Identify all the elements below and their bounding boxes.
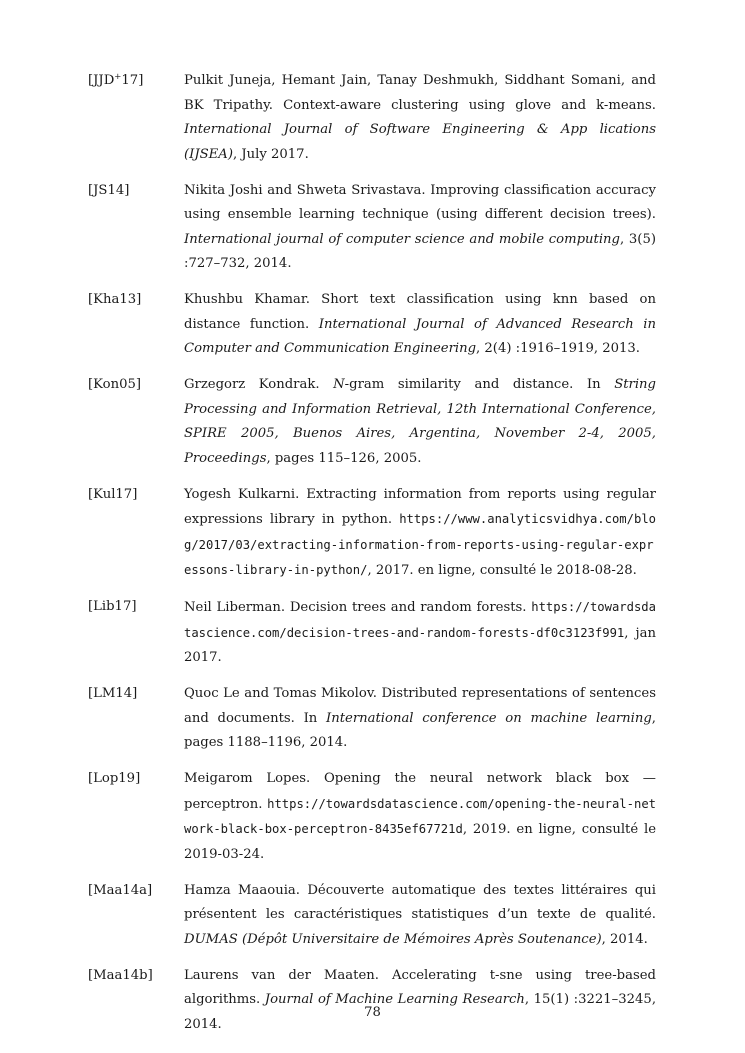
reference-plain-text: , pages 115–126, 2005. <box>266 450 422 466</box>
reference-key-text: [Lop19] <box>88 771 141 786</box>
reference-plain-text: , 2017. en ligne, consulté le 2018-08-28. <box>367 563 637 578</box>
reference-plain-text: Nikita Joshi and Shweta Srivastava. Improving classification accuracy using ensemble learning technique (using different decision trees). <box>184 182 656 222</box>
reference-key <box>88 179 129 204</box>
reference-key-text: 17] <box>121 73 144 88</box>
reference-entry <box>88 373 656 471</box>
reference-key <box>88 682 137 707</box>
reference-key-text: [Kha13] <box>88 292 142 307</box>
reference-italic-text: DUMAS (Dépôt Universitaire de Mémoires Après Soutenance) <box>184 931 602 947</box>
reference-url[interactable]: https://www.analyticsvidhya.com/blog/2017/03/extracting-information-from-reports-using-regular-expressons-library-in-python/ <box>184 512 656 577</box>
reference-plain-text: Laurens van der Maaten. Accelerating t-sne using tree-based algorithms. <box>184 967 656 1007</box>
reference-plain-text: Hamza Maaouia. Découverte automatique des textes littéraires qui présentent les caractéristiques statistiques d’un texte de qualité. <box>184 882 656 922</box>
reference-text <box>184 595 656 671</box>
reference-key <box>88 964 153 989</box>
reference-plain-text: Grzegorz Kondrak. <box>184 377 334 392</box>
reference-key-text: [JS14] <box>88 182 130 198</box>
reference-url[interactable]: https://towardsdatascience.com/opening-the-neural-network-black-box-perceptron-8435ef67721d <box>184 796 656 836</box>
reference-key-text: [JJD <box>88 73 115 88</box>
reference-plain-text: , 15(1) :3221–3245, 2014. <box>184 992 657 1032</box>
reference-entry <box>88 595 656 671</box>
reference-plain-text: , pages 1188–1196, 2014. <box>184 710 656 750</box>
reference-plain-text: , 2(4) :1916–1919, 2013. <box>476 341 640 356</box>
reference-italic-text: N <box>333 377 345 392</box>
reference-italic-text: International conference on machine learning <box>326 710 652 726</box>
reference-entry <box>88 179 656 277</box>
reference-key <box>88 288 141 313</box>
reference-key <box>88 69 143 94</box>
reference-key <box>88 879 152 904</box>
bibliography-list <box>88 69 656 1049</box>
reference-key <box>88 373 141 398</box>
reference-plain-text: , jan 2017. <box>184 625 656 665</box>
reference-text <box>184 373 656 471</box>
reference-plain-text: , 2014. <box>601 931 648 947</box>
reference-italic-text: International journal of computer science and mobile computing <box>184 231 620 247</box>
reference-key <box>88 595 137 620</box>
reference-key-text: [Maa14b] <box>88 967 153 983</box>
reference-italic-text: International Journal of Advanced Research in Computer and Communication Engineering <box>184 316 656 356</box>
reference-text <box>184 288 656 362</box>
page-number: 78 <box>364 1005 381 1020</box>
reference-entry <box>88 964 656 1038</box>
reference-plain-text: Quoc Le and Tomas Mikolov. Distributed representations of sentences and documents. In <box>184 686 656 726</box>
reference-entry <box>88 288 656 362</box>
reference-key <box>88 483 137 508</box>
reference-entry <box>88 682 656 756</box>
reference-text <box>184 964 656 1038</box>
reference-text <box>184 767 656 867</box>
reference-plain-text: -gram similarity and distance. In <box>344 377 615 392</box>
reference-plain-text: Pulkit Juneja, Hemant Jain, Tanay Deshmukh, Siddhant Somani, and BK Tripathy. Context-aware clustering using glove and k-means. <box>184 73 656 113</box>
reference-text <box>184 879 656 953</box>
reference-key-text: [Maa14a] <box>88 882 153 898</box>
reference-text <box>184 69 656 167</box>
reference-key-text: [Lib17] <box>88 599 137 614</box>
reference-plain-text: Meigarom Lopes. Opening the neural network black box — perceptron. <box>184 771 656 812</box>
reference-entry <box>88 767 656 867</box>
reference-italic-text: String Processing and Information Retrieval, 12th International Conference, SPIRE 2005, Buenos Aires, Argentina, November 2-4, 2005, Proceedings <box>184 377 656 466</box>
reference-plain-text: , July 2017. <box>232 146 309 162</box>
reference-entry <box>88 69 656 167</box>
reference-italic-text: Journal of Machine Learning Research <box>264 992 525 1007</box>
reference-plain-text: Neil Liberman. Decision trees and random forests. <box>184 600 532 615</box>
reference-url[interactable]: https://towardsdatascience.com/decision-trees-and-random-forests-df0c3123f991 <box>184 600 656 640</box>
reference-key-text: [LM14] <box>88 686 138 701</box>
reference-key-superscript: + <box>114 72 122 82</box>
reference-text <box>184 682 656 756</box>
reference-plain-text: , 3(5) :727–732, 2014. <box>184 231 656 271</box>
reference-key-text: [Kul17] <box>88 486 138 502</box>
reference-plain-text: Yogesh Kulkarni. Extracting information from reports using regular expressions library in python. <box>184 486 656 527</box>
reference-key <box>88 767 140 792</box>
reference-key-text: [Kon05] <box>88 377 142 392</box>
reference-italic-text: International Journal of Software Engineering & App lications (IJSEA) <box>184 122 656 162</box>
reference-entry <box>88 483 656 584</box>
reference-text <box>184 179 656 277</box>
reference-entry <box>88 879 656 953</box>
reference-plain-text: , 2019. en ligne, consulté le 2019-03-24. <box>184 822 656 862</box>
reference-text <box>184 483 656 584</box>
reference-plain-text: Khushbu Khamar. Short text classification using knn based on distance function. <box>184 292 656 332</box>
